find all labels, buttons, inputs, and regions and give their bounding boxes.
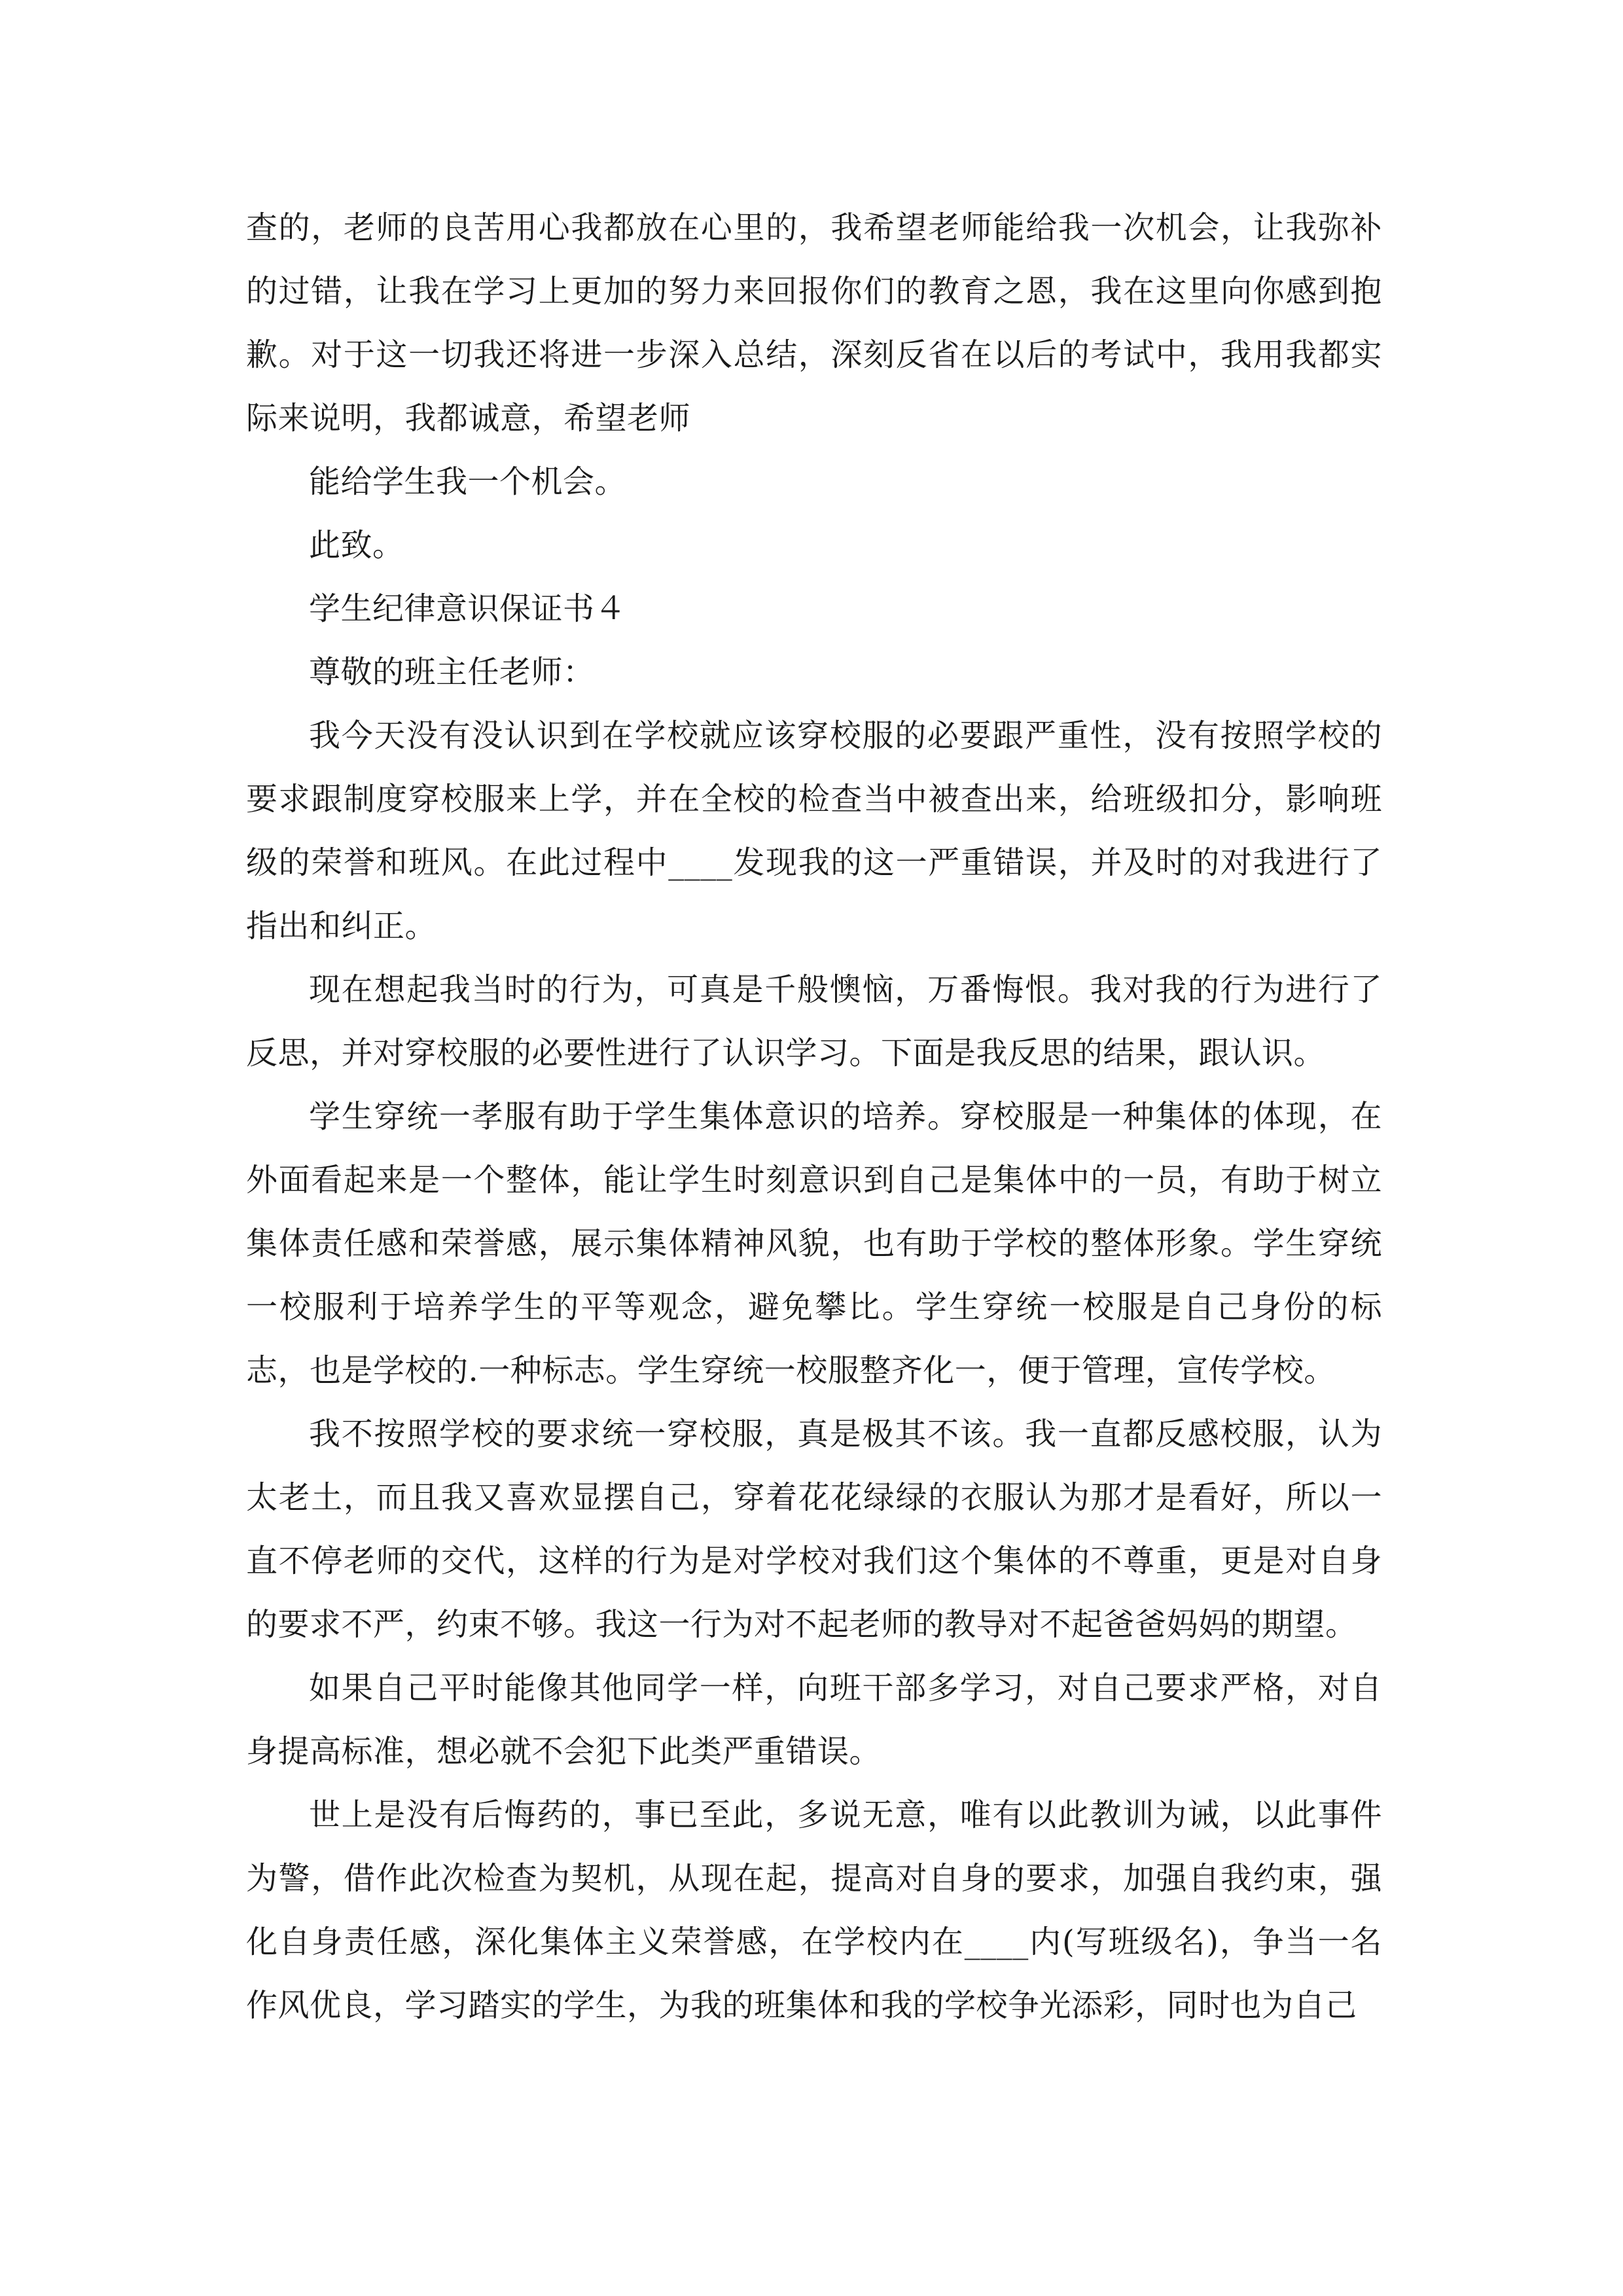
document-body: [246, 196, 1382, 2037]
paragraph-2: 能给学生我一个机会。: [309, 463, 627, 500]
section-title: 学生纪律意识保证书４: [309, 590, 627, 627]
paragraph-9: 我不按照学校的要求统一穿校服，真是极其不该。我一直都反感校服，认为太老土，而且我又喜欢显摆自己，穿着花花绿绿的衣服认为那才是看好，所以一直不停老师的交代，这样的行为是对学校对我们这个集体的不尊重，更是对自身的要求不严，约束不够。我这一行为对不起老师的教导对不起爸爸妈妈的期望。: [246, 1416, 1382, 1643]
paragraph-8: 学生穿统一孝服有助于学生集体意识的培养。穿校服是一种集体的体现，在外面看起来是一个整体，能让学生时刻意识到自己是集体中的一员，有助于树立集体责任感和荣誉感，展示集体精神风貌，也有助于学校的整体形象。学生穿统一校服利于培养学生的平等观念，避免攀比。学生穿统一校服是自己身份的标志，也是学校的.一种标志。学生穿统一校服整齐化一，便于管理，宣传学校。: [246, 1098, 1382, 1389]
paragraph-7: 现在想起我当时的行为，可真是千般懊恼，万番悔恨。我对我的行为进行了反思，并对穿校服的必要性进行了认识学习。下面是我反思的结果，跟认识。: [246, 971, 1382, 1071]
paragraph-6: 我今天没有没认识到在学校就应该穿校服的必要跟严重性，没有按照学校的要求跟制度穿校服来上学，并在全校的检查当中被查出来，给班级扣分，影响班级的荣誉和班风。在此过程中____发现我的这一严重错误，并及时的对我进行了指出和纠正。: [246, 717, 1382, 944]
closing-salutation: 此致。: [309, 527, 404, 564]
paragraph-11: 世上是没有后悔药的，事已至此，多说无意，唯有以此教训为诫，以此事件为警，借作此次检查为契机，从现在起，提高对自身的要求，加强自我约束，强化自身责任感，深化集体主义荣誉感，在学校内在____内(写班级名)，争当一名作风优良，学习踏实的学生，为我的班集体和我的学校争光添彩，同时也为自己: [246, 1797, 1382, 2024]
paragraph-1: 查的，老师的良苦用心我都放在心里的，我希望老师能给我一次机会，让我弥补的过错，让我在学习上更加的努力来回报你们的教育之恩，我在这里向你感到抱歉。对于这一切我还将进一步深入总结，深刻反省在以后的考试中，我用我都实际来说明，我都诚意，希望老师: [246, 209, 1382, 437]
paragraph-10: 如果自己平时能像其他同学一样，向班干部多学习，对自己要求严格，对自身提高标准，想必就不会犯下此类严重错误。: [246, 1670, 1382, 1770]
greeting: 尊敬的班主任老师：: [309, 654, 595, 691]
